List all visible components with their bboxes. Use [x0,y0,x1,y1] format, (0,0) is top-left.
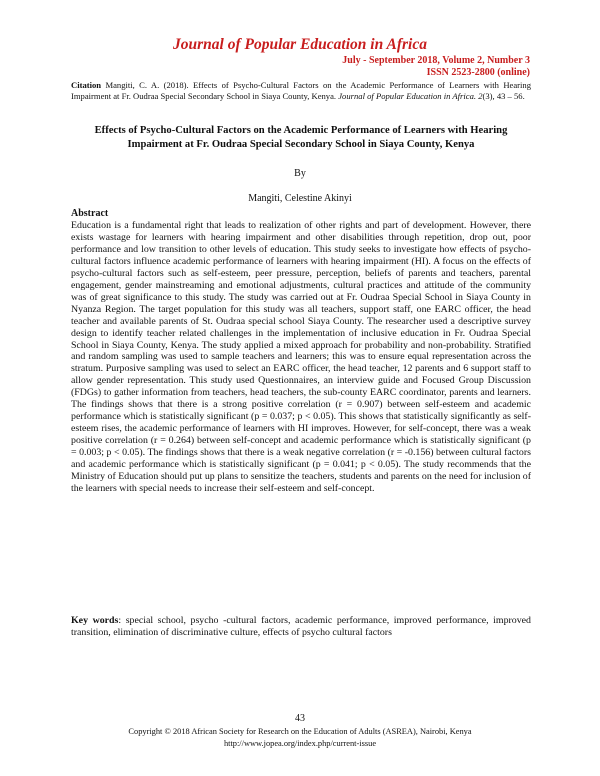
keywords-text: : special school, psycho -cultural factors, academic performance, improved performance, improved transition, elimination of discriminative culture, effects of psycho cultural factors [71,615,531,638]
page-number: 43 [295,713,305,724]
author-name: Mangiti, Celestine Akinyi [248,193,352,204]
abstract-heading: Abstract [71,208,109,219]
issue-info: July - September 2018, Volume 2, Number 3 [342,55,530,66]
issn-info: ISSN 2523-2800 (online) [426,67,530,78]
keywords-label: Key words [71,615,119,626]
journal-title: Journal of Popular Education in Africa [173,36,427,53]
abstract-body: Education is a fundamental right that leads to realization of other rights and part of development. However, there exists wastage for learners with hearing impairment and other disabilities through repetition, drop out, poor performance and low transition to other levels of education. This study seeks to investigate how effects of psycho-cultural factors influence academic performance of learners with hearing impairment (HI). A focus on the effects of psycho-cultural factors such as self-esteem, peer pressure, perception, beliefs of parents and teachers, parental engagement, gender mainstreaming and emotional adjustments, cultural practices and attitude of the community was of great significance to this study. The study was carried out at Fr. Oudraa Special School in Siaya County in Nyanza Region. The target population for this study was all teachers, support staff, one EARC officer, the head teacher and available parents of St. Oudraa special school Siaya County. The researcher used a descriptive survey design to identify teacher related challenges in the implementation of inclusive education in Fr. Oudraa Special School in Siaya County, Kenya. The study applied a mixed approach for probability and non-probability. Stratified and random sampling was used to sample teachers and learners; this was to ensure equal representation across the stratum. Purposive sampling was used to select an EARC officer, the head teacher, 12 parents and 6 support staff to allow gender representation. This study used Questionnaires, an interview guide and Focused Group Discussion (FDGs) to gather information from teachers, head teachers, the sub-county EARC coordinator, parents and learners. The findings shows that there is a strong positive correlation (r = 0.907) between self-esteem and academic performance which is statistically significant (p = 0.037; p < 0.05). This shows that statistically significantly as self-esteem rises, the academic performance of learners with HI improves. However, for self-concept, there was a weak positive correlation (r = 0.264) between self-concept and academic performance which is statistically significant (p = 0.003; p < 0.05). The findings shows that there is a weak negative correlation (r = -0.156) between cultural factors and academic performance which is statistically significant (p = 0.041; p < 0.05). The study recommends that the Ministry of Education should put up plans to sensitize the teachers, students and parents on the need for inclusion of the learners with special needs to increase their self-esteem and self-concept. [71,220,531,494]
citation-label: Citation [71,80,102,90]
keywords-block [71,615,531,639]
citation-text: Mangiti, C. A. (2018). Effects of Psycho-Cultural Factors on the Academic Performance of Learners with Hearing Impairment at Fr. Oudraa Special Secondary School in Siaya County, Kenya. [71,80,531,102]
footer-url[interactable]: http://www.jopea.org/index.php/current-issue [223,739,377,748]
paper-title: Effects of Psycho-Cultural Factors on the Academic Performance of Learners with Hearing Impairment at Fr. Oudraa Special Secondary School in Siaya County, Kenya [94,125,508,150]
footer-copyright: Copyright © 2018 African Society for Research on the Education of Adults (ASREA), Nairobi, Kenya [128,727,472,736]
citation-volume: 2 [478,91,483,102]
citation-block [71,80,531,102]
citation-issue-pages: (3), 43 – 56. [482,91,525,102]
by-label: By [294,168,306,179]
citation-journal: Journal of Popular Education in Africa. [338,91,477,102]
